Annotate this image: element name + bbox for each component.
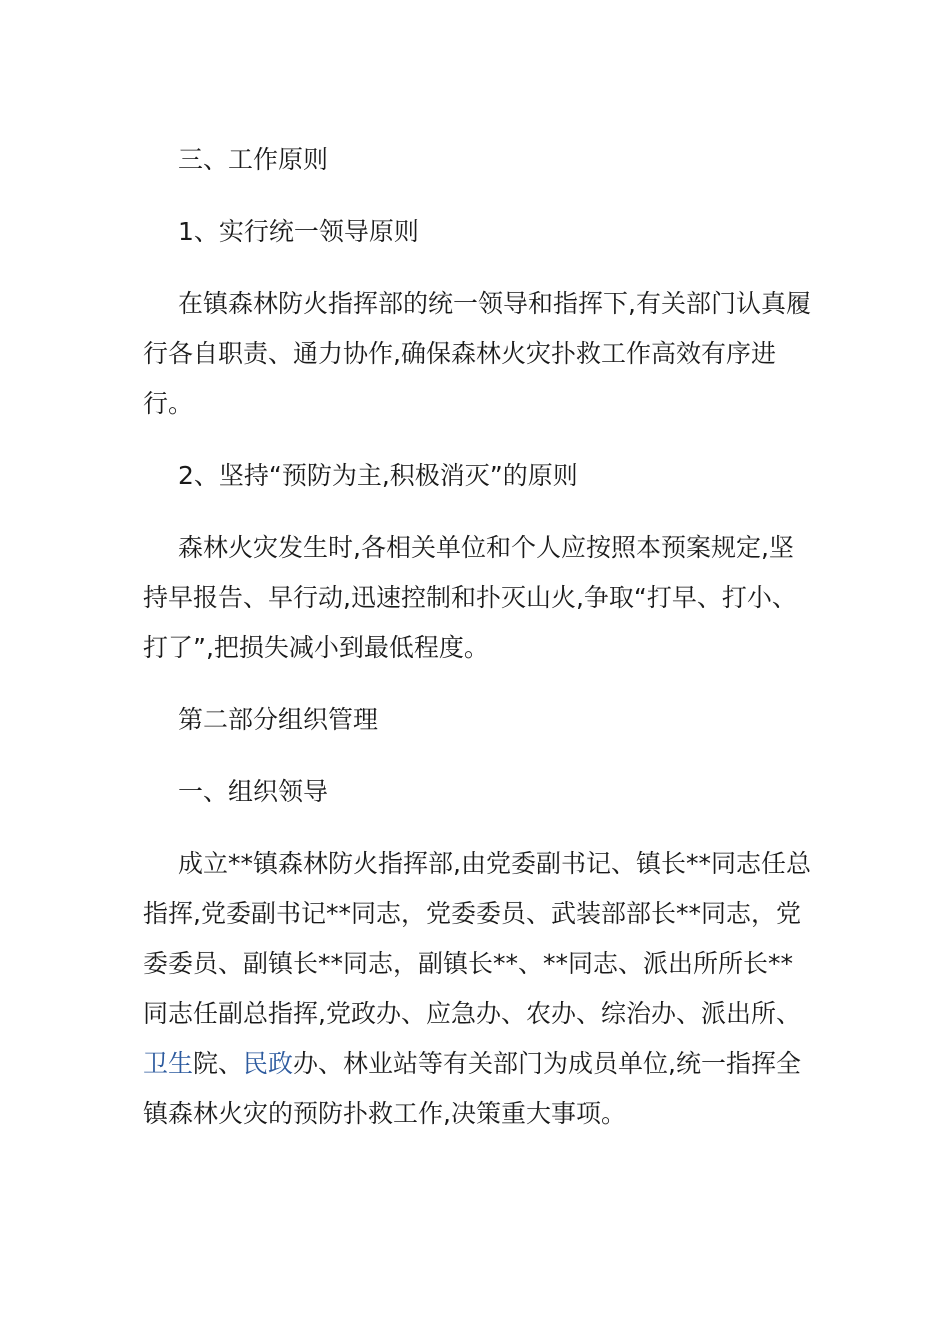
paragraph-command-structure: [143, 839, 813, 1139]
section-heading-organization-leadership: 一、组织领导: [178, 777, 329, 806]
section-heading-work-principles: 三、工作原则: [178, 145, 329, 174]
paragraph-unified-leadership: 在镇森林防火指挥部的统一领导和指挥下,有关部门认真履行各自职责、通力协作,确保森林火灾扑救工作高效有序进行。: [143, 289, 811, 418]
paragraph-prevention-first: 森林火灾发生时,各相关单位和个人应按照本预案规定,坚持早报告、早行动,迅速控制和扑灭山火,争取“打早、打小、打了”,把损失减小到最低程度。: [143, 533, 797, 662]
paragraph-text-part-1: 成立**镇森林防火指挥部,由党委副书记、镇长**同志任总指挥,党委副书记**同志，党委委员、武装部部长**同志，党委委员、副镇长**同志，副镇长**、**同志、派出所所长**同志任副总指挥,党政办、应急办、农办、综治办、派出所、: [143, 849, 811, 1028]
link-civil-affairs[interactable]: 民政: [243, 1049, 294, 1078]
paragraph-text-part-3: 办、林业站等有关部门为成员单位,统一指挥全镇森林火灾的预防扑救工作,决策重大事项。: [143, 1049, 801, 1128]
paragraph-text-part-2: 院、: [193, 1049, 244, 1078]
document-body: [143, 135, 813, 1161]
link-health[interactable]: 卫生: [143, 1049, 194, 1078]
subheading-prevention-first: 2、坚持“预防为主,积极消灭”的原则: [178, 461, 578, 490]
part-heading-organization: 第二部分组织管理: [178, 705, 379, 734]
subheading-unified-leadership: 1、实行统一领导原则: [178, 217, 419, 246]
